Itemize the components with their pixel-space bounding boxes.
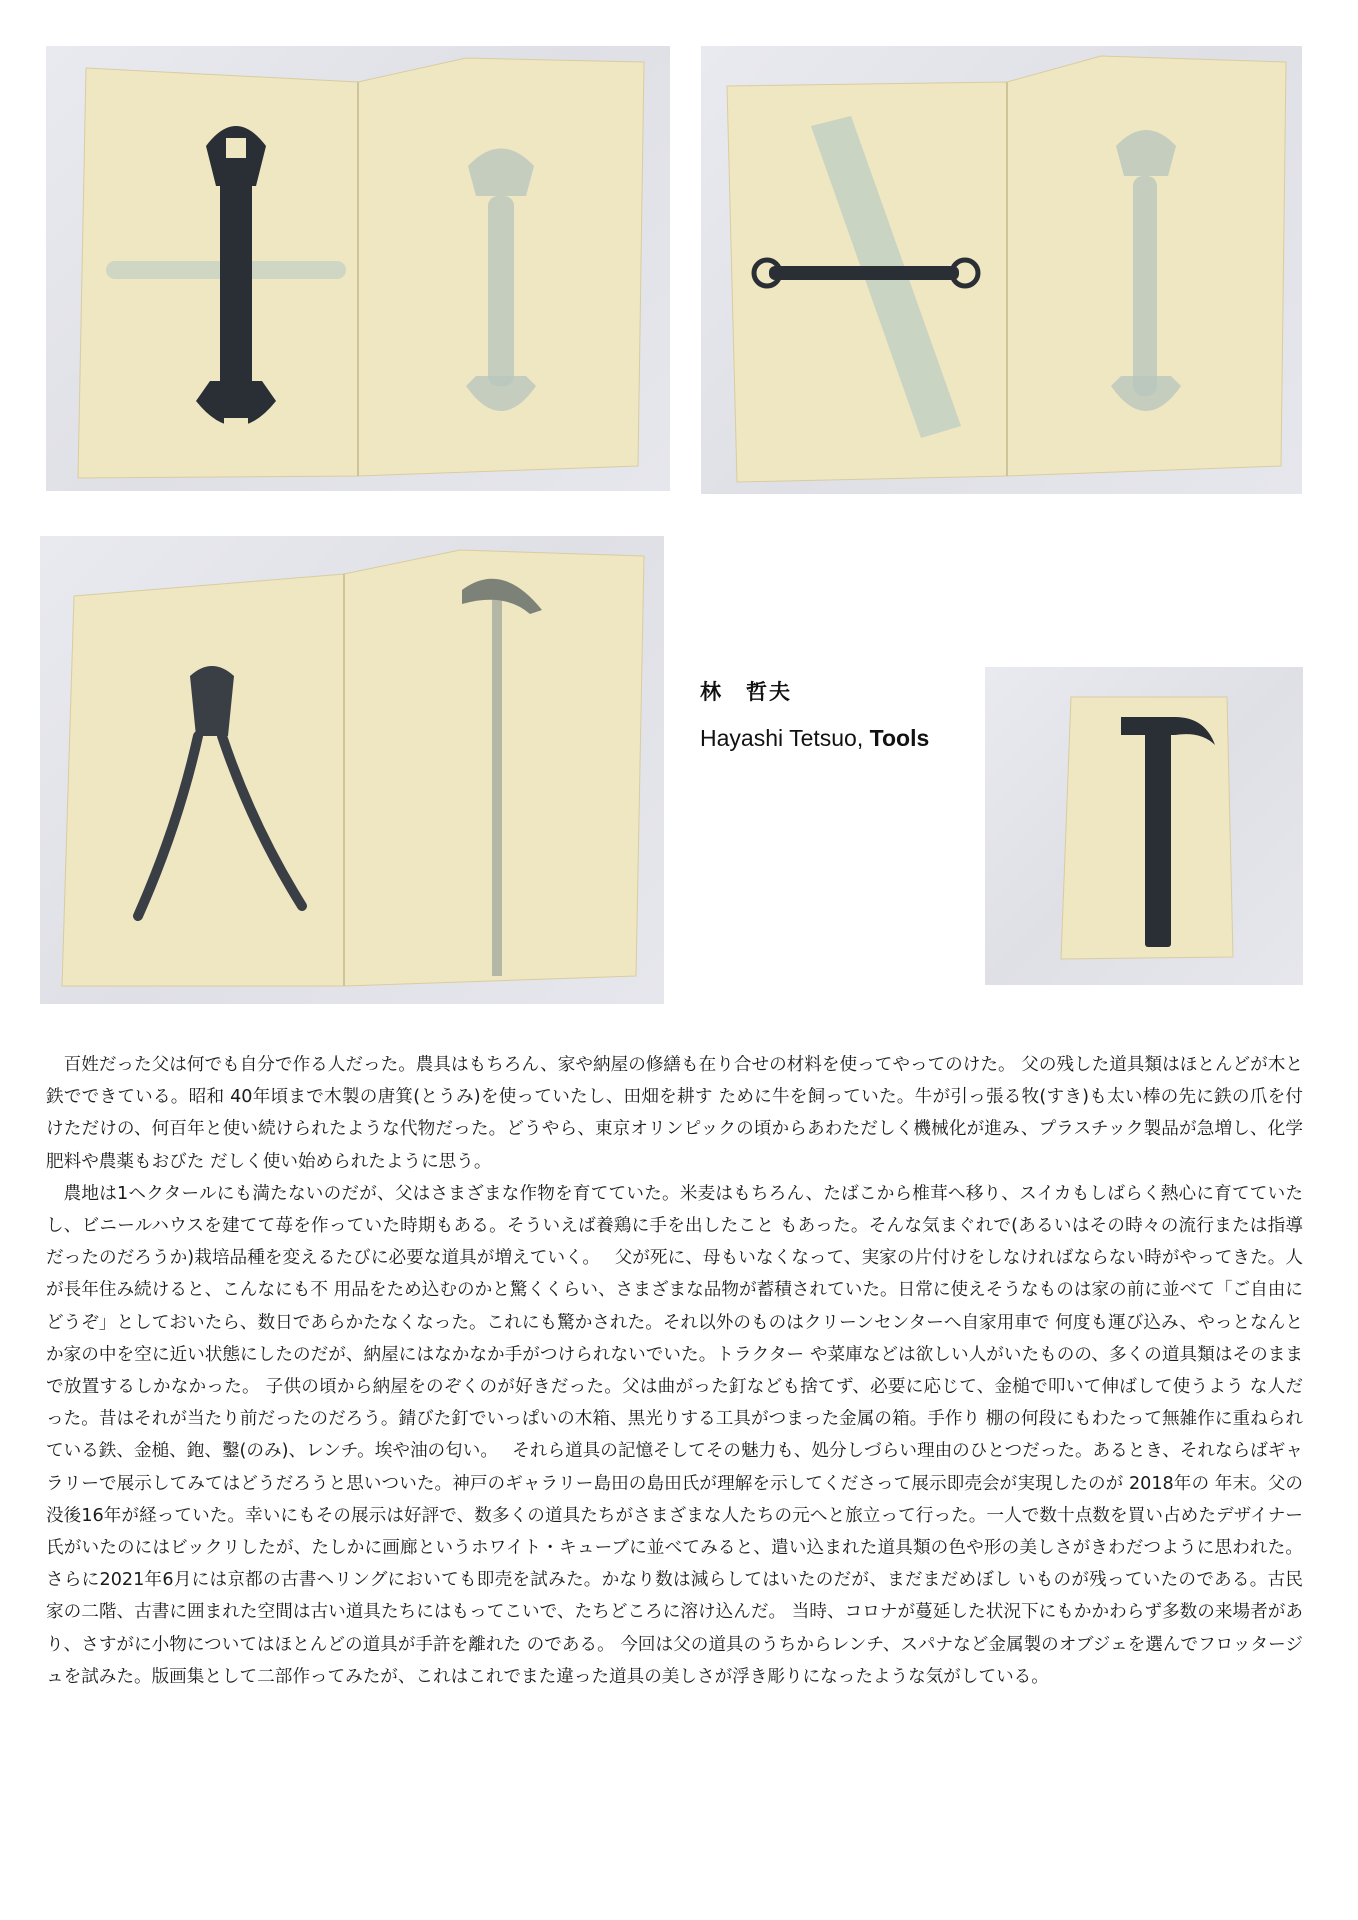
author-name-japanese: 林 哲夫	[700, 680, 792, 704]
essay-body	[46, 1049, 1303, 1693]
book-spread-wrenches-icon	[46, 46, 670, 491]
essay-paragraph-1: 百姓だった父は何でも自分で作る人だった。農具はもちろん、家や納屋の修繕も在り合せの材料を使ってやってのけた。 父の残した道具類はほとんどが木と鉄でできている。昭和 40年頃まで木製の唐箕(とうみ)を使っていたし、田畑を耕す ために牛を飼っていた。牛が引っ張る牧(すき)も太い棒の先に鉄の爪を付けただけの、何百年と使い続けられたような代物だった。どうやら、東京オリンピックの頃からあわただしく機械化が進み、プラスチック製品が急増し、化学肥料や農薬もおびた だしく使い始められたように思う。	[46, 1055, 1303, 1172]
work-title: Tools	[869, 725, 930, 751]
photo-book-spread-wrenches	[46, 46, 670, 491]
book-spread-box-wrench-icon	[701, 46, 1302, 494]
author-and-title	[700, 725, 960, 752]
essay-paragraph-2: 農地は1ヘクタールにも満たないのだが、父はさまざまな作物を育てていた。米麦はもちろん、たばこから椎茸へ移り、スイカもしばらく熱心に育てていたし、ビニールハウスを建てて苺を作っていた時期もある。そういえば養鶏に手を出したこと もあった。そんな気まぐれで(あるいはその時々の流行または指導だったのだろうか)栽培品種を変えるたびに必要な道具が増えていく。 父が死に、母もいなくなって、実家の片付けをしなければならない時がやってきた。人が長年住み続けると、こんなにも不 用品をため込むのかと驚くくらい、さまざまな品物が蓄積されていた。日常に使えそうなものは家の前に並べて「ご自由にどうぞ」としておいたら、数日であらかたなくなった。これにも驚かされた。それ以外のものはクリーンセンターへ自家用車で 何度も運び込み、やっとなんとか家の中を空に近い状態にしたのだが、納屋にはなかなか手がつけられないでいた。トラクター や菜庫などは欲しい人がいたものの、多くの道具類はそのままで放置するしかなかった。 子供の頃から納屋をのぞくのが好きだった。父は曲がった釘なども捨てず、必要に応じて、金槌で叩いて伸ばして使うよう な人だった。昔はそれが当たり前だったのだろう。錆びた釘でいっぱいの木箱、黒光りする工具がつまった金属の箱。手作り 棚の何段にもわたって無雑作に重ねられている鉄、金槌、鉋、鑿(のみ)、レンチ。埃や油の匂い。 それら道具の記憶そしてその魅力も、処分しづらい理由のひとつだった。あるとき、それならばギャラリーで展示してみてはどうだろうと思いついた。神戸のギャラリー島田の島田氏が理解を示してくださって展示即売会が実現したのが 2018年の 年末。父の没後16年が経っていた。幸いにもその展示は好評で、数多くの道具たちがさまざまな人たちの元へと旅立って行った。一人で数十点数を買い占めたデザイナー氏がいたのにはビックリしたが、たしかに画廊というホワイト・キューブに並べてみると、遣い込まれた道具類の色や形の美しさがきわだつように思われた。 さらに2021年6月には京都の古書ヘリングにおいても即売を試みた。かなり数は減らしてはいたのだが、まだまだめぼし いものが残っていたのである。古民家の二階、古書に囲まれた空間は古い道具たちにはもってこいで、たちどころに溶け込んだ。 当時、コロナが蔓延した状況下にもかかわらず多数の来場者があり、さすがに小物についてはほとんどの道具が手許を離れた のである。 今回は父の道具のうちからレンチ、スパナなど金属製のオブジェを選んでフロッタージュを試みた。版画集として二部作ってみたが、これはこれでまた違った道具の美しさが浮き彫りになったような気がしている。	[46, 1183, 1303, 1687]
book-cover-hammer-icon	[985, 667, 1303, 985]
author-name-english: Hayashi Tetsuo,	[700, 725, 870, 751]
book-spread-pliers-pickaxe-icon	[40, 536, 664, 1004]
photo-book-spread-box-wrench	[701, 46, 1302, 494]
photo-book-cover-hammer	[985, 667, 1303, 985]
caption-block	[700, 676, 960, 752]
photo-book-spread-pliers-pickaxe	[40, 536, 664, 1004]
